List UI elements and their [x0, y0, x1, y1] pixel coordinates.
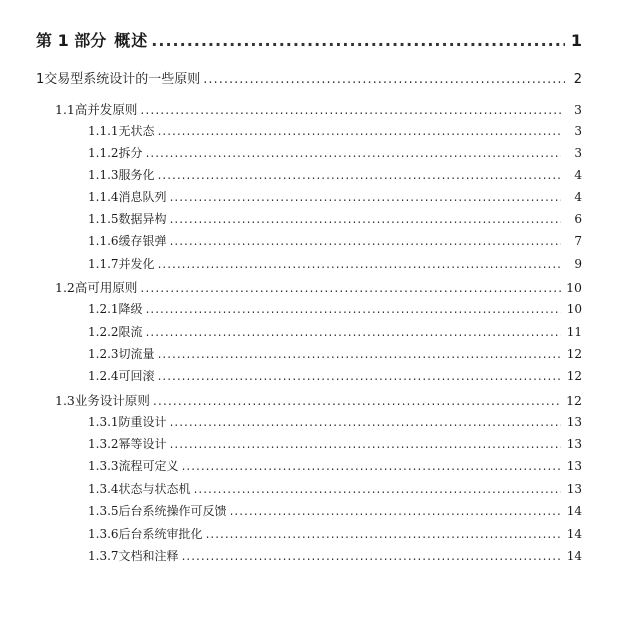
toc-subsection-entry[interactable] [88, 323, 582, 340]
dot-leader [146, 325, 561, 339]
toc-page-number: 11 [566, 325, 582, 339]
toc-subsection-entry[interactable] [88, 255, 582, 272]
dot-leader [158, 124, 561, 138]
dot-leader [140, 280, 561, 295]
toc-section-entry[interactable] [55, 278, 582, 296]
toc-entry-title: 高并发原则 [74, 102, 138, 117]
toc-page-number: 13 [566, 415, 582, 429]
dot-leader [151, 31, 565, 50]
toc-entry-title: 数据异构 [118, 212, 167, 226]
dot-leader [158, 257, 561, 271]
toc-entry-title: 高可用原则 [74, 280, 138, 295]
dot-leader [170, 437, 561, 451]
toc-entry-title: 文档和注释 [118, 549, 179, 563]
toc-part-heading[interactable] [36, 28, 582, 51]
dot-leader [194, 482, 561, 496]
toc-subsection-entry[interactable] [88, 122, 582, 139]
toc-entry-number: 1.3.2 [88, 437, 119, 451]
toc-page-number: 14 [566, 504, 582, 518]
dot-leader [203, 72, 565, 87]
toc-entry-title: 业务设计原则 [74, 393, 150, 408]
toc-entry-title: 限流 [118, 325, 143, 339]
toc-section-entry[interactable] [55, 391, 582, 409]
toc-entry-title: 服务化 [118, 168, 155, 182]
toc-subsection-entry[interactable] [88, 144, 582, 161]
toc-entry-title: 后台系统操作可反馈 [118, 504, 227, 518]
toc-entry-number: 1.3.7 [88, 549, 119, 563]
toc-page-number: 3 [574, 102, 582, 117]
toc-chapter-entry[interactable] [36, 68, 582, 87]
toc-entry-title: 降级 [118, 302, 143, 316]
toc-page-number: 2 [573, 72, 582, 87]
dot-leader [158, 168, 561, 182]
toc-subsection-entry[interactable] [88, 435, 582, 452]
toc-subsection-entry[interactable] [88, 547, 582, 564]
toc-entry-number: 1.3.4 [88, 482, 119, 496]
toc-entry-number: 1.2.4 [88, 369, 119, 383]
toc-entry-number: 1.1.2 [88, 146, 119, 160]
toc-subsection-entry[interactable] [88, 166, 582, 183]
toc-subsection-entry[interactable] [88, 457, 582, 474]
dot-leader [158, 369, 561, 383]
toc-page-number: 6 [574, 212, 582, 226]
toc-page-number: 12 [566, 347, 582, 361]
toc-page-number: 4 [574, 190, 582, 204]
toc-page-number: 14 [566, 549, 582, 563]
toc-subsection-entry[interactable] [88, 413, 582, 430]
toc-entry-number: 1.1 [55, 102, 75, 117]
toc-entry-number: 1.3 [55, 393, 75, 408]
toc-page-number: 9 [574, 257, 582, 271]
toc-entry-title: 消息队列 [118, 190, 167, 204]
toc-entry-number: 1.3.6 [88, 527, 119, 541]
toc-entry-title: 拆分 [118, 146, 143, 160]
toc-entry-title: 缓存银弹 [118, 234, 167, 248]
dot-leader [158, 347, 561, 361]
toc-entry-number: 1.1.7 [88, 257, 119, 271]
dot-leader [182, 549, 561, 563]
toc-entry-number: 第 1 部分 [36, 31, 107, 50]
toc-entry-number: 1.2 [55, 280, 75, 295]
toc-subsection-entry[interactable] [88, 502, 582, 519]
dot-leader [170, 234, 561, 248]
dot-leader [170, 415, 561, 429]
toc-section-entry[interactable] [55, 100, 582, 118]
toc-page-number: 13 [566, 437, 582, 451]
toc-entry-title: 后台系统审批化 [118, 527, 203, 541]
toc-page-number: 12 [566, 369, 582, 383]
toc-page-number: 10 [566, 302, 582, 316]
dot-leader [153, 393, 561, 408]
toc-subsection-entry[interactable] [88, 232, 582, 249]
dot-leader [140, 102, 561, 117]
toc-page-number: 3 [574, 146, 582, 160]
toc-entry-number: 1.1.6 [88, 234, 119, 248]
toc-entry-number: 1.1.5 [88, 212, 119, 226]
toc-subsection-entry[interactable] [88, 345, 582, 362]
toc-subsection-entry[interactable] [88, 210, 582, 227]
dot-leader [146, 302, 561, 316]
toc-entry-number: 1.2.2 [88, 325, 119, 339]
toc-entry-title: 防重设计 [118, 415, 167, 429]
toc-entry-number: 1.3.1 [88, 415, 119, 429]
toc-entry-number: 1.1.1 [88, 124, 119, 138]
toc-entry-title: 无状态 [118, 124, 155, 138]
toc-subsection-entry[interactable] [88, 480, 582, 497]
toc-entry-title: 切流量 [118, 347, 155, 361]
toc-subsection-entry[interactable] [88, 525, 582, 542]
toc-entry-title: 并发化 [118, 257, 155, 271]
dot-leader [182, 459, 561, 473]
toc-entry-number: 1.1.4 [88, 190, 119, 204]
toc-entry-title: 状态与状态机 [118, 482, 191, 496]
dot-leader [206, 527, 561, 541]
toc-entry-title: 流程可定义 [118, 459, 179, 473]
toc-entry-number: 1 [36, 72, 45, 87]
toc-entry-number: 1.3.5 [88, 504, 119, 518]
toc-subsection-entry[interactable] [88, 300, 582, 317]
toc-page-number: 7 [574, 234, 582, 248]
toc-page-number: 13 [566, 482, 582, 496]
toc-page-number: 4 [574, 168, 582, 182]
toc-entry-number: 1.2.3 [88, 347, 119, 361]
toc-entry-title: 交易型系统设计的一些原则 [44, 72, 201, 87]
dot-leader [230, 504, 561, 518]
dot-leader [170, 212, 561, 226]
toc-page-number: 14 [566, 527, 582, 541]
toc-page-number: 3 [574, 124, 582, 138]
toc-entry-number: 1.2.1 [88, 302, 119, 316]
toc-entry-title: 可回滚 [118, 369, 155, 383]
toc-entry-title: 幂等设计 [118, 437, 167, 451]
toc-page-number: 12 [566, 393, 582, 408]
toc-page-number: 10 [566, 280, 582, 295]
toc-entry-number: 1.1.3 [88, 168, 119, 182]
toc-page-number: 1 [570, 31, 582, 50]
dot-leader [146, 146, 561, 160]
dot-leader [170, 190, 561, 204]
toc-entry-number: 1.3.3 [88, 459, 119, 473]
toc-entry-title: 概述 [114, 31, 149, 50]
toc-subsection-entry[interactable] [88, 188, 582, 205]
toc-page-number: 13 [566, 459, 582, 473]
toc-subsection-entry[interactable] [88, 367, 582, 384]
